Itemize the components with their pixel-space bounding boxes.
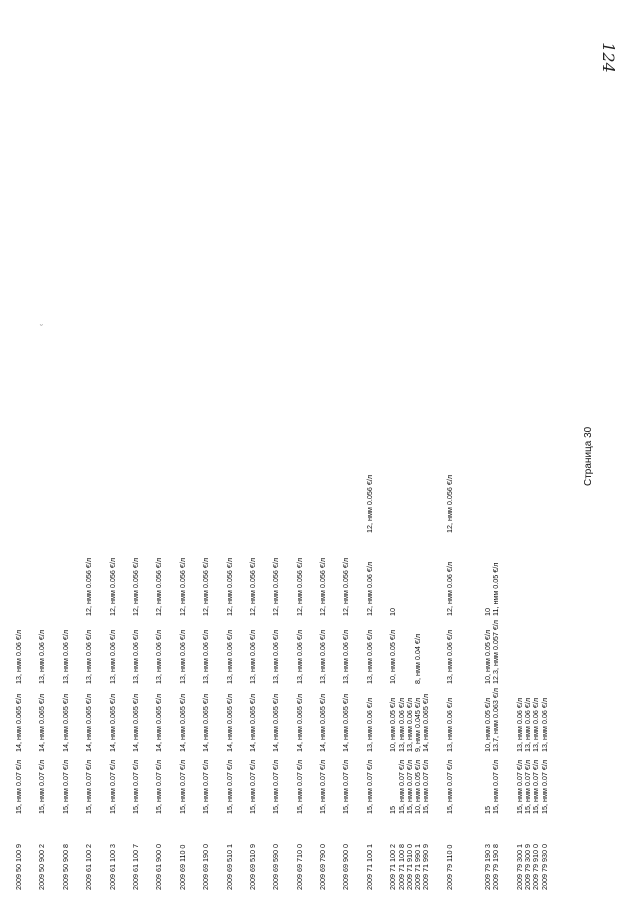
rate-cell: 12, нмм 0.056 €/л	[154, 557, 164, 616]
rate-cell: 13, нмм 0.06 €/л	[14, 629, 23, 684]
rate-cell: 13.7, нмм 0.063 €/л	[491, 687, 501, 752]
rate-cell: 10, нмм 0.05 €/л	[413, 759, 423, 814]
tariff-code-cell: 2009 71 990 9	[421, 844, 431, 890]
page-number-label: Страница 30	[583, 426, 594, 486]
table-row	[62, 330, 85, 890]
tariff-code-cell: 2009 61 100 7	[130, 844, 140, 890]
rate-cell: 14, нмм 0.065 €/л	[271, 693, 281, 752]
rate-cell: 10	[483, 608, 493, 616]
rate-cell: 13, нмм 0.06 €/л	[294, 629, 304, 684]
tariff-table	[15, 330, 549, 890]
tariff-code-cell: 2009 69 110 0	[177, 844, 187, 890]
rate-cell: 12, нмм 0.056 €/л	[444, 474, 454, 533]
rate-cell: 15, нмм 0.07 €/л	[396, 759, 406, 814]
rate-cell: 15, нмм 0.07 €/л	[531, 759, 541, 814]
rate-cell: 15, нмм 0.07 €/л	[247, 759, 257, 814]
rate-cell: 12, нмм 0.056 €/л	[294, 557, 304, 616]
rate-cell: 12, нмм 0.056 €/л	[364, 474, 374, 533]
rate-cell: 12, нмм 0.056 €/л	[84, 557, 94, 616]
rate-cell: 12, нмм 0.056 €/л	[201, 557, 211, 616]
rate-cell: 15, нмм 0.07 €/л	[14, 759, 23, 814]
rate-cell: 13, нмм 0.06 €/л	[177, 629, 187, 684]
table-row	[366, 330, 389, 890]
rate-cell: 12, нмм 0.056 €/л	[247, 557, 257, 616]
tariff-code-cell: 2009 71 990 1	[413, 844, 423, 890]
rate-cell: 15, нмм 0.07 €/л	[421, 759, 431, 814]
rate-cell: 15	[388, 806, 398, 814]
table-row	[132, 330, 155, 890]
tariff-code-cell: 2009 79 930 0	[539, 844, 549, 890]
tariff-code-cell: 2009 61 100 2	[84, 844, 94, 890]
rate-cell: 13, нмм 0.06 €/л	[60, 629, 70, 684]
table-row	[296, 330, 319, 890]
tariff-code-cell: 2009 71 100 1	[364, 844, 374, 890]
table-row	[109, 330, 132, 890]
table-row	[155, 330, 178, 890]
tariff-code-cell: 2009 79 300 9	[523, 844, 533, 890]
rate-cell: 12, нмм 0.06 €/л	[364, 561, 374, 616]
tariff-code-cell: 2009 50 900 8	[60, 844, 70, 890]
tariff-code-cell: 2009 79 190 3	[483, 844, 493, 890]
rate-cell: 14, нмм 0.065 €/л	[107, 693, 117, 752]
rate-cell: 13, нмм 0.06 €/л	[539, 697, 549, 752]
rate-cell: 11, нмм 0.05 €/л	[491, 562, 501, 616]
rate-cell: 15, нмм 0.07 €/л	[539, 759, 549, 814]
tariff-code-cell: 2009 69 510 9	[247, 844, 257, 890]
table-row	[85, 330, 108, 890]
rate-cell: 13, нмм 0.06 €/л	[247, 629, 257, 684]
rate-cell: 15, нмм 0.07 €/л	[294, 759, 304, 814]
rate-cell: 13, нмм 0.06 €/л	[514, 697, 524, 752]
rate-cell: 15, нмм 0.07 €/л	[404, 759, 414, 814]
rate-cell: 14, нмм 0.065 €/л	[130, 693, 140, 752]
rate-cell: 10, нмм 0.05 €/л	[388, 697, 398, 752]
rate-cell: 14, нмм 0.065 €/л	[84, 693, 94, 752]
rate-cell: 15, нмм 0.07 €/л	[177, 759, 187, 814]
rate-cell: 15, нмм 0.07 €/л	[130, 759, 140, 814]
rate-cell: 12, нмм 0.056 €/л	[341, 557, 351, 616]
rate-cell: 13, нмм 0.06 €/л	[318, 629, 328, 684]
tariff-code-cell: 2009 69 590 0	[271, 844, 281, 890]
rate-cell: 13, нмм 0.06 €/л	[341, 629, 351, 684]
rate-cell: 13, нмм 0.06 €/л	[364, 697, 374, 752]
rate-cell: 15, нмм 0.07 €/л	[84, 759, 94, 814]
rate-cell: 9, нмм 0.045 €/л	[413, 697, 423, 752]
rate-cell: 14, нмм 0.065 €/л	[421, 693, 431, 752]
stray-pen-mark: ˘	[40, 323, 43, 333]
rate-cell: 14, нмм 0.065 €/л	[37, 693, 47, 752]
tariff-code-cell: 2009 79 300 1	[514, 844, 524, 890]
table-row	[446, 330, 469, 890]
rate-cell: 12.3, нмм 0.057 €/л	[491, 619, 501, 684]
rate-cell: 14, нмм 0.065 €/л	[14, 693, 23, 752]
rate-cell: 15, нмм 0.07 €/л	[491, 759, 501, 814]
rate-cell: 15	[483, 806, 493, 814]
tariff-code-cell: 2009 69 900 0	[341, 844, 351, 890]
rate-cell: 15, нмм 0.07 €/л	[107, 759, 117, 814]
rate-cell: 10, нмм 0.05 €/л	[483, 629, 493, 684]
tariff-code-cell: 2009 69 510 1	[224, 844, 234, 890]
tariff-code-cell: 2009 79 910 0	[531, 844, 541, 890]
table-row	[38, 330, 61, 890]
rate-cell: 13, нмм 0.06 €/л	[84, 629, 94, 684]
rate-cell: 12, нмм 0.056 €/л	[224, 557, 234, 616]
handwritten-page-number: 124	[598, 42, 618, 73]
tariff-code-cell: 2009 79 190 8	[491, 844, 501, 890]
rate-cell: 10, нмм 0.05 €/л	[483, 697, 493, 752]
tariff-code-cell: 2009 50 100 9	[14, 844, 23, 890]
rate-cell: 15, нмм 0.07 €/л	[514, 759, 524, 814]
rate-cell: 15, нмм 0.07 €/л	[444, 759, 454, 814]
tariff-code-cell: 2009 69 190 0	[201, 844, 211, 890]
rate-cell: 14, нмм 0.065 €/л	[201, 693, 211, 752]
rate-cell: 14, нмм 0.065 €/л	[341, 693, 351, 752]
tariff-code-cell: 2009 61 900 0	[154, 844, 164, 890]
table-row	[422, 330, 430, 890]
table-row	[319, 330, 342, 890]
rate-cell: 13, нмм 0.06 €/л	[531, 697, 541, 752]
rate-cell: 13, нмм 0.06 €/л	[444, 697, 454, 752]
rate-cell: 13, нмм 0.06 €/л	[523, 697, 533, 752]
rate-cell: 14, нмм 0.065 €/л	[177, 693, 187, 752]
tariff-code-cell: 2009 61 100 3	[107, 844, 117, 890]
rate-cell: 15, нмм 0.07 €/л	[224, 759, 234, 814]
rate-cell: 13, нмм 0.06 €/л	[396, 697, 406, 752]
tariff-code-cell: 2009 69 790 0	[318, 844, 328, 890]
rate-cell: 15, нмм 0.07 €/л	[60, 759, 70, 814]
table-row	[15, 330, 38, 890]
rate-cell: 14, нмм 0.065 €/л	[154, 693, 164, 752]
rate-cell: 12, нмм 0.056 €/л	[107, 557, 117, 616]
rate-cell: 13, нмм 0.06 €/л	[154, 629, 164, 684]
rate-cell: 15, нмм 0.07 €/л	[318, 759, 328, 814]
table-row	[202, 330, 225, 890]
table-row	[492, 330, 515, 890]
rate-cell: 12, нмм 0.056 €/л	[318, 557, 328, 616]
rate-cell: 15, нмм 0.07 €/л	[523, 759, 533, 814]
table-row	[541, 330, 549, 890]
rate-cell: 13, нмм 0.06 €/л	[37, 629, 47, 684]
rate-cell: 12, нмм 0.06 €/л	[444, 561, 454, 616]
tariff-code-cell: 2009 71 910 0	[404, 844, 414, 890]
tariff-code-cell: 2009 71 100 8	[396, 844, 406, 890]
tariff-code-cell: 2009 79 110 0	[444, 844, 454, 890]
rate-cell: 13, нмм 0.06 €/л	[271, 629, 281, 684]
rate-cell: 10, нмм 0.05 €/л	[388, 629, 398, 684]
table-row	[272, 330, 295, 890]
rate-cell: 14, нмм 0.065 €/л	[247, 693, 257, 752]
rate-cell: 13, нмм 0.06 €/л	[201, 629, 211, 684]
rate-cell: 12, нмм 0.056 €/л	[130, 557, 140, 616]
rate-cell: 14, нмм 0.065 €/л	[294, 693, 304, 752]
table-row	[249, 330, 272, 890]
rate-cell: 12, нмм 0.056 €/л	[271, 557, 281, 616]
rate-cell: 15, нмм 0.07 €/л	[271, 759, 281, 814]
tariff-code-cell: 2009 69 710 0	[294, 844, 304, 890]
table-row	[179, 330, 202, 890]
rate-cell: 14, нмм 0.065 €/л	[224, 693, 234, 752]
rate-cell: 15, нмм 0.07 €/л	[201, 759, 211, 814]
rate-cell: 14, нмм 0.065 €/л	[60, 693, 70, 752]
rate-cell: 15, нмм 0.07 €/л	[341, 759, 351, 814]
rate-cell: 13, нмм 0.06 €/л	[130, 629, 140, 684]
rate-cell: 14, нмм 0.065 €/л	[318, 693, 328, 752]
tariff-code-cell: 2009 71 100 2	[388, 844, 398, 890]
rate-cell: 15, нмм 0.07 €/л	[364, 759, 374, 814]
rate-cell: 13, нмм 0.06 €/л	[444, 629, 454, 684]
rate-cell: 12, нмм 0.056 €/л	[177, 557, 187, 616]
rate-cell: 15, нмм 0.07 €/л	[37, 759, 47, 814]
rate-cell: 13, нмм 0.06 €/л	[404, 697, 414, 752]
tariff-code-cell: 2009 50 900 2	[37, 844, 47, 890]
rate-cell: 8, нмм 0.04 €/л	[413, 633, 423, 684]
rate-cell: 13, нмм 0.06 €/л	[364, 629, 374, 684]
rate-cell: 13, нмм 0.06 €/л	[107, 629, 117, 684]
rate-cell: 10	[388, 608, 398, 616]
rate-cell: 15, нмм 0.07 €/л	[154, 759, 164, 814]
rate-cell: 13, нмм 0.06 €/л	[224, 629, 234, 684]
table-row	[342, 330, 365, 890]
table-row	[226, 330, 249, 890]
